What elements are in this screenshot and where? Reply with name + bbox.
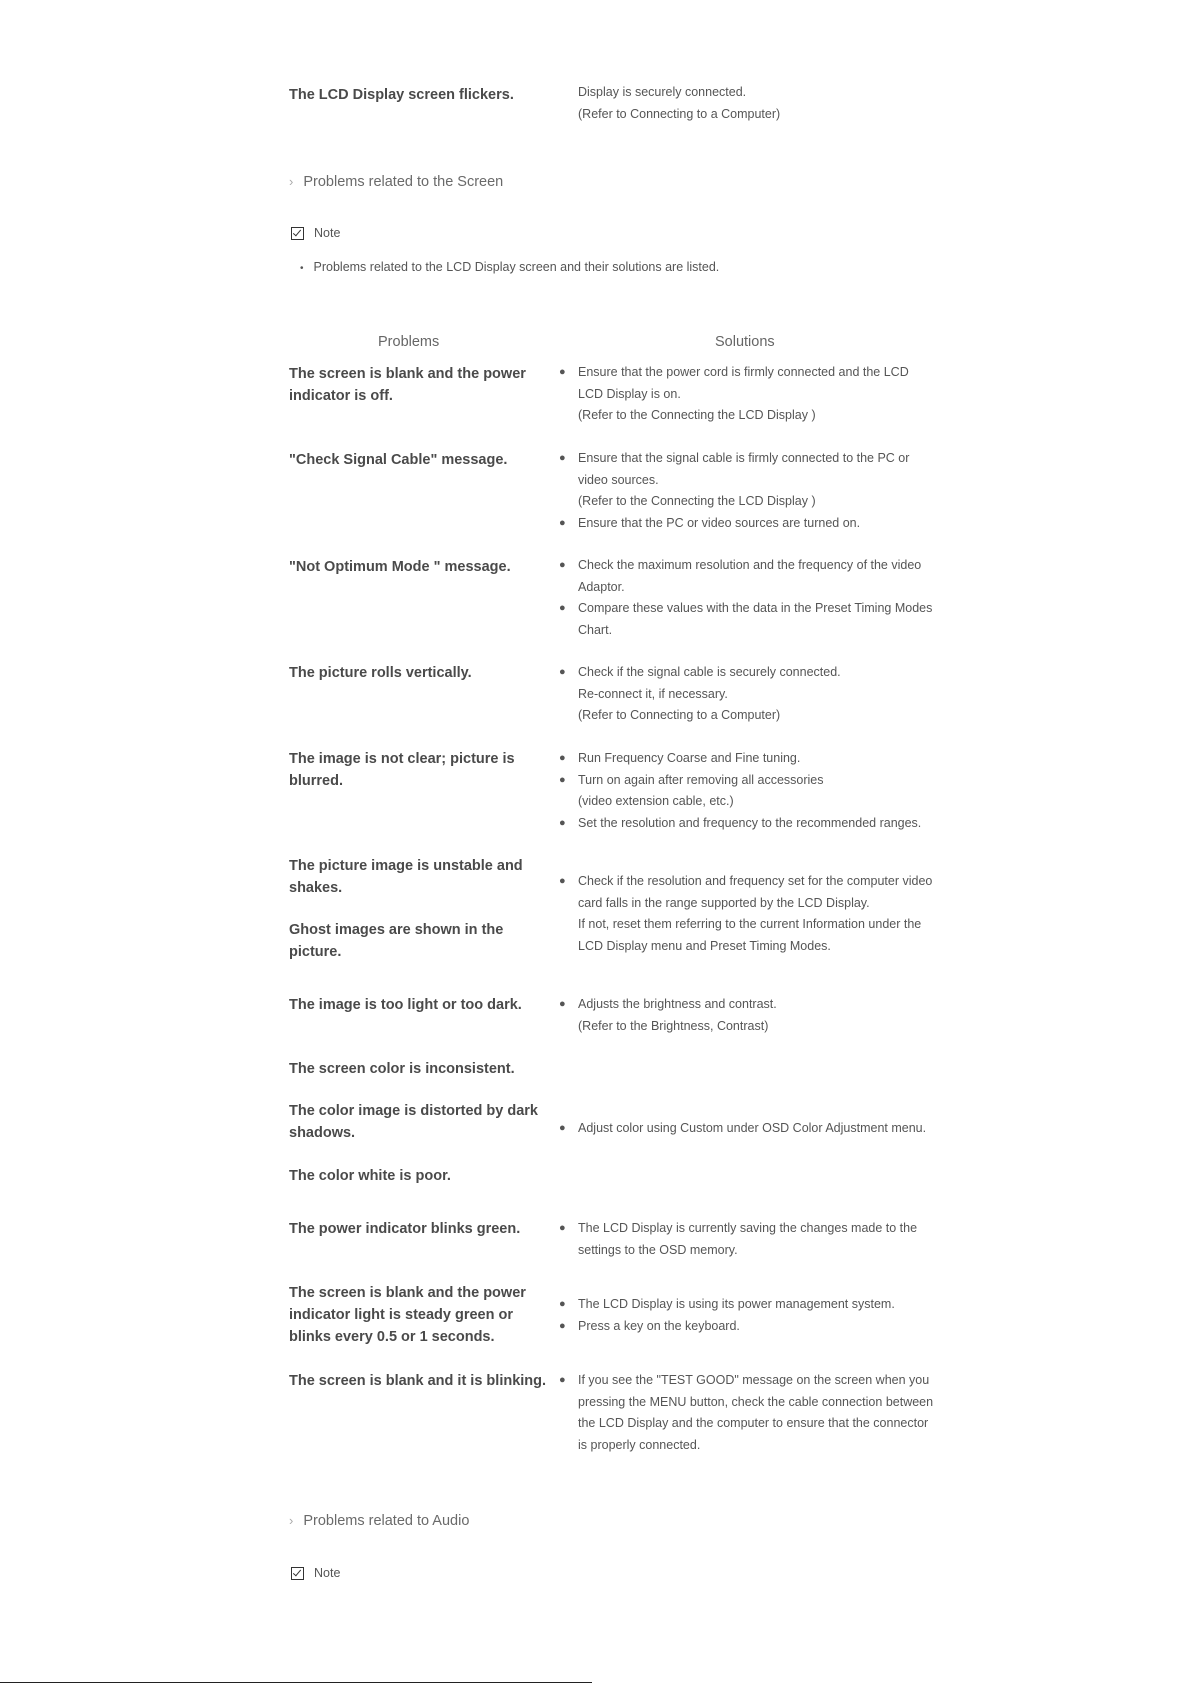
problem-text: The screen is blank and the power indicator is off. [289,366,526,404]
solution-bullet [559,362,978,427]
section-title: Problems related to Audio [303,1513,470,1529]
solution-line: (Refer to Connecting to a Computer) [578,708,781,722]
solution-line: Ensure that the PC or video sources are turned on. [578,515,861,530]
problem-text: The picture image is unstable and shakes. [289,858,523,896]
solution-line: Chart. [578,622,613,637]
checkbox-note-icon [291,227,304,240]
solution-line: (Refer to the Connecting the LCD Display ) [578,408,816,422]
bullet-icon: ● [559,1222,566,1234]
solution-line: Adjusts the brightness and contrast. [578,997,777,1011]
solution-list [559,1294,978,1337]
solution-line: is properly connected. [578,1437,701,1452]
problem-text: The screen color is inconsistent. [289,1061,515,1077]
problem-text: The power indicator blinks green. [289,1221,521,1237]
solution-line: If you see the "TEST GOOD" message on the screen when you [578,1373,930,1387]
bullet-icon: ● [559,998,566,1010]
problem-text: The image is not clear; picture is blurred. [289,751,515,789]
solution-list [559,362,978,427]
section-title: Problems related to the Screen [303,174,504,190]
solution-line: Check the maximum resolution and the frequency of the video [578,558,922,572]
solution-bullet [559,555,978,598]
bullet-icon: ● [559,1374,566,1386]
bullet-icon: ● [559,752,566,764]
note-label [291,226,340,240]
problem-text: The screen is blank and it is blinking. [289,1373,547,1389]
solution-line: (Refer to the Connecting the LCD Display ) [578,494,816,508]
solution-line: Adjust color using Custom under OSD Color Adjustment menu. [578,1121,927,1135]
solution-line: Ensure that the power cord is firmly connected and the LCD [578,365,909,379]
bullet-icon: ● [559,666,566,678]
solution-line: Ensure that the signal cable is firmly connected to the PC or [578,451,910,465]
solution-line: LCD Display menu and Preset Timing Modes. [578,938,831,953]
section-heading-audio[interactable] [289,1513,469,1529]
solution-line: Check if the signal cable is securely connected. [578,665,841,679]
solution-bullet [559,1218,978,1261]
solution-bullet [559,1370,978,1456]
solution-list [559,871,978,957]
problem-text: Ghost images are shown in the picture. [289,922,504,960]
note-label [291,1566,340,1580]
bullet-icon: ● [559,875,566,887]
problem-text: The picture rolls vertically. [289,665,472,681]
problem-text: The color image is distorted by dark shadows. [289,1103,538,1141]
solution-list [559,1370,978,1456]
solution-list [559,448,978,534]
page-bottom-rule [0,1682,592,1683]
solution-line: the LCD Display and the computer to ensure that the connector [578,1416,929,1430]
solution-line: (video extension cable, etc.) [578,794,734,808]
solution-line: settings to the OSD memory. [578,1242,738,1257]
solution-text [578,82,978,125]
solution-bullet [559,994,978,1037]
solution-bullet [559,748,978,770]
column-header-solutions: Solutions [715,334,775,350]
solution-list [559,994,978,1037]
solution-line: Re-connect it, if necessary. [578,686,728,701]
solution-line: Check if the resolution and frequency set for the computer video [578,874,933,888]
problem-text: "Not Optimum Mode " message. [289,559,511,575]
solution-line: pressing the MENU button, check the cable connection between [578,1394,934,1409]
chevron-right-icon: › [289,174,294,189]
solution-line: (Refer to Connecting to a Computer) [578,106,781,121]
solution-list [559,1218,978,1261]
chevron-right-icon: › [289,1513,294,1528]
column-header-problems: Problems [378,334,440,350]
solution-bullet [559,770,978,813]
solution-list [559,748,978,834]
solution-line: Turn on again after removing all accessories [578,772,824,787]
bullet-icon: ● [559,452,566,464]
solution-line: Adaptor. [578,579,625,594]
solution-list [559,1118,978,1140]
bullet-icon: ● [559,773,566,786]
problem-text: The screen is blank and the power indicator light is steady green or blinks every 0.5 or 1 seconds. [289,1285,526,1345]
section-heading-screen[interactable] [289,174,503,190]
problem-text: The image is too light or too dark. [289,997,522,1013]
solution-line: (Refer to the Brightness, Contrast) [578,1018,769,1033]
solution-list [559,555,978,641]
solution-list [559,662,978,727]
problem-text: "Check Signal Cable" message. [289,452,508,468]
bullet-icon: ● [559,1122,566,1134]
solution-line: If not, reset them referring to the current Information under the [578,917,922,931]
solution-line: Display is securely connected. [578,85,747,99]
bullet-icon: ● [559,816,566,829]
problem-text: The color white is poor. [289,1168,451,1184]
solution-bullet [559,662,978,727]
bullet-icon: ● [559,1298,566,1310]
solution-line: Run Frequency Coarse and Fine tuning. [578,751,801,765]
bullet-icon: ● [559,602,566,614]
solution-line: Compare these values with the data in the Preset Timing Modes [578,601,933,615]
solution-line: Press a key on the keyboard. [578,1318,740,1333]
solution-line: video sources. [578,472,659,487]
bullet-icon: • [300,263,304,274]
solution-bullet [559,598,978,641]
note-intro [300,260,719,274]
bullet-icon: ● [559,366,566,378]
checkbox-note-icon [291,1567,304,1580]
solution-bullet [559,1118,978,1140]
solution-bullet [559,513,978,535]
intro-text: Problems related to the LCD Display screen and their solutions are listed. [313,260,720,274]
problem-text: The LCD Display screen flickers. [289,87,514,103]
note-text: Note [314,226,341,240]
bullet-icon: ● [559,559,566,571]
note-text: Note [314,1566,341,1580]
solution-line: Set the resolution and frequency to the recommended ranges. [578,815,922,830]
bullet-icon: ● [559,1319,566,1332]
solution-line: The LCD Display is currently saving the changes made to the [578,1221,918,1235]
bullet-icon: ● [559,516,566,529]
solution-line: card falls in the range supported by the LCD Display. [578,895,870,910]
solution-bullet [559,871,978,957]
solution-line: LCD Display is on. [578,386,681,401]
solution-line: The LCD Display is using its power management system. [578,1297,895,1311]
solution-bullet [559,1294,978,1316]
solution-bullet [559,813,978,835]
solution-bullet [559,1316,978,1338]
solution-bullet [559,448,978,513]
